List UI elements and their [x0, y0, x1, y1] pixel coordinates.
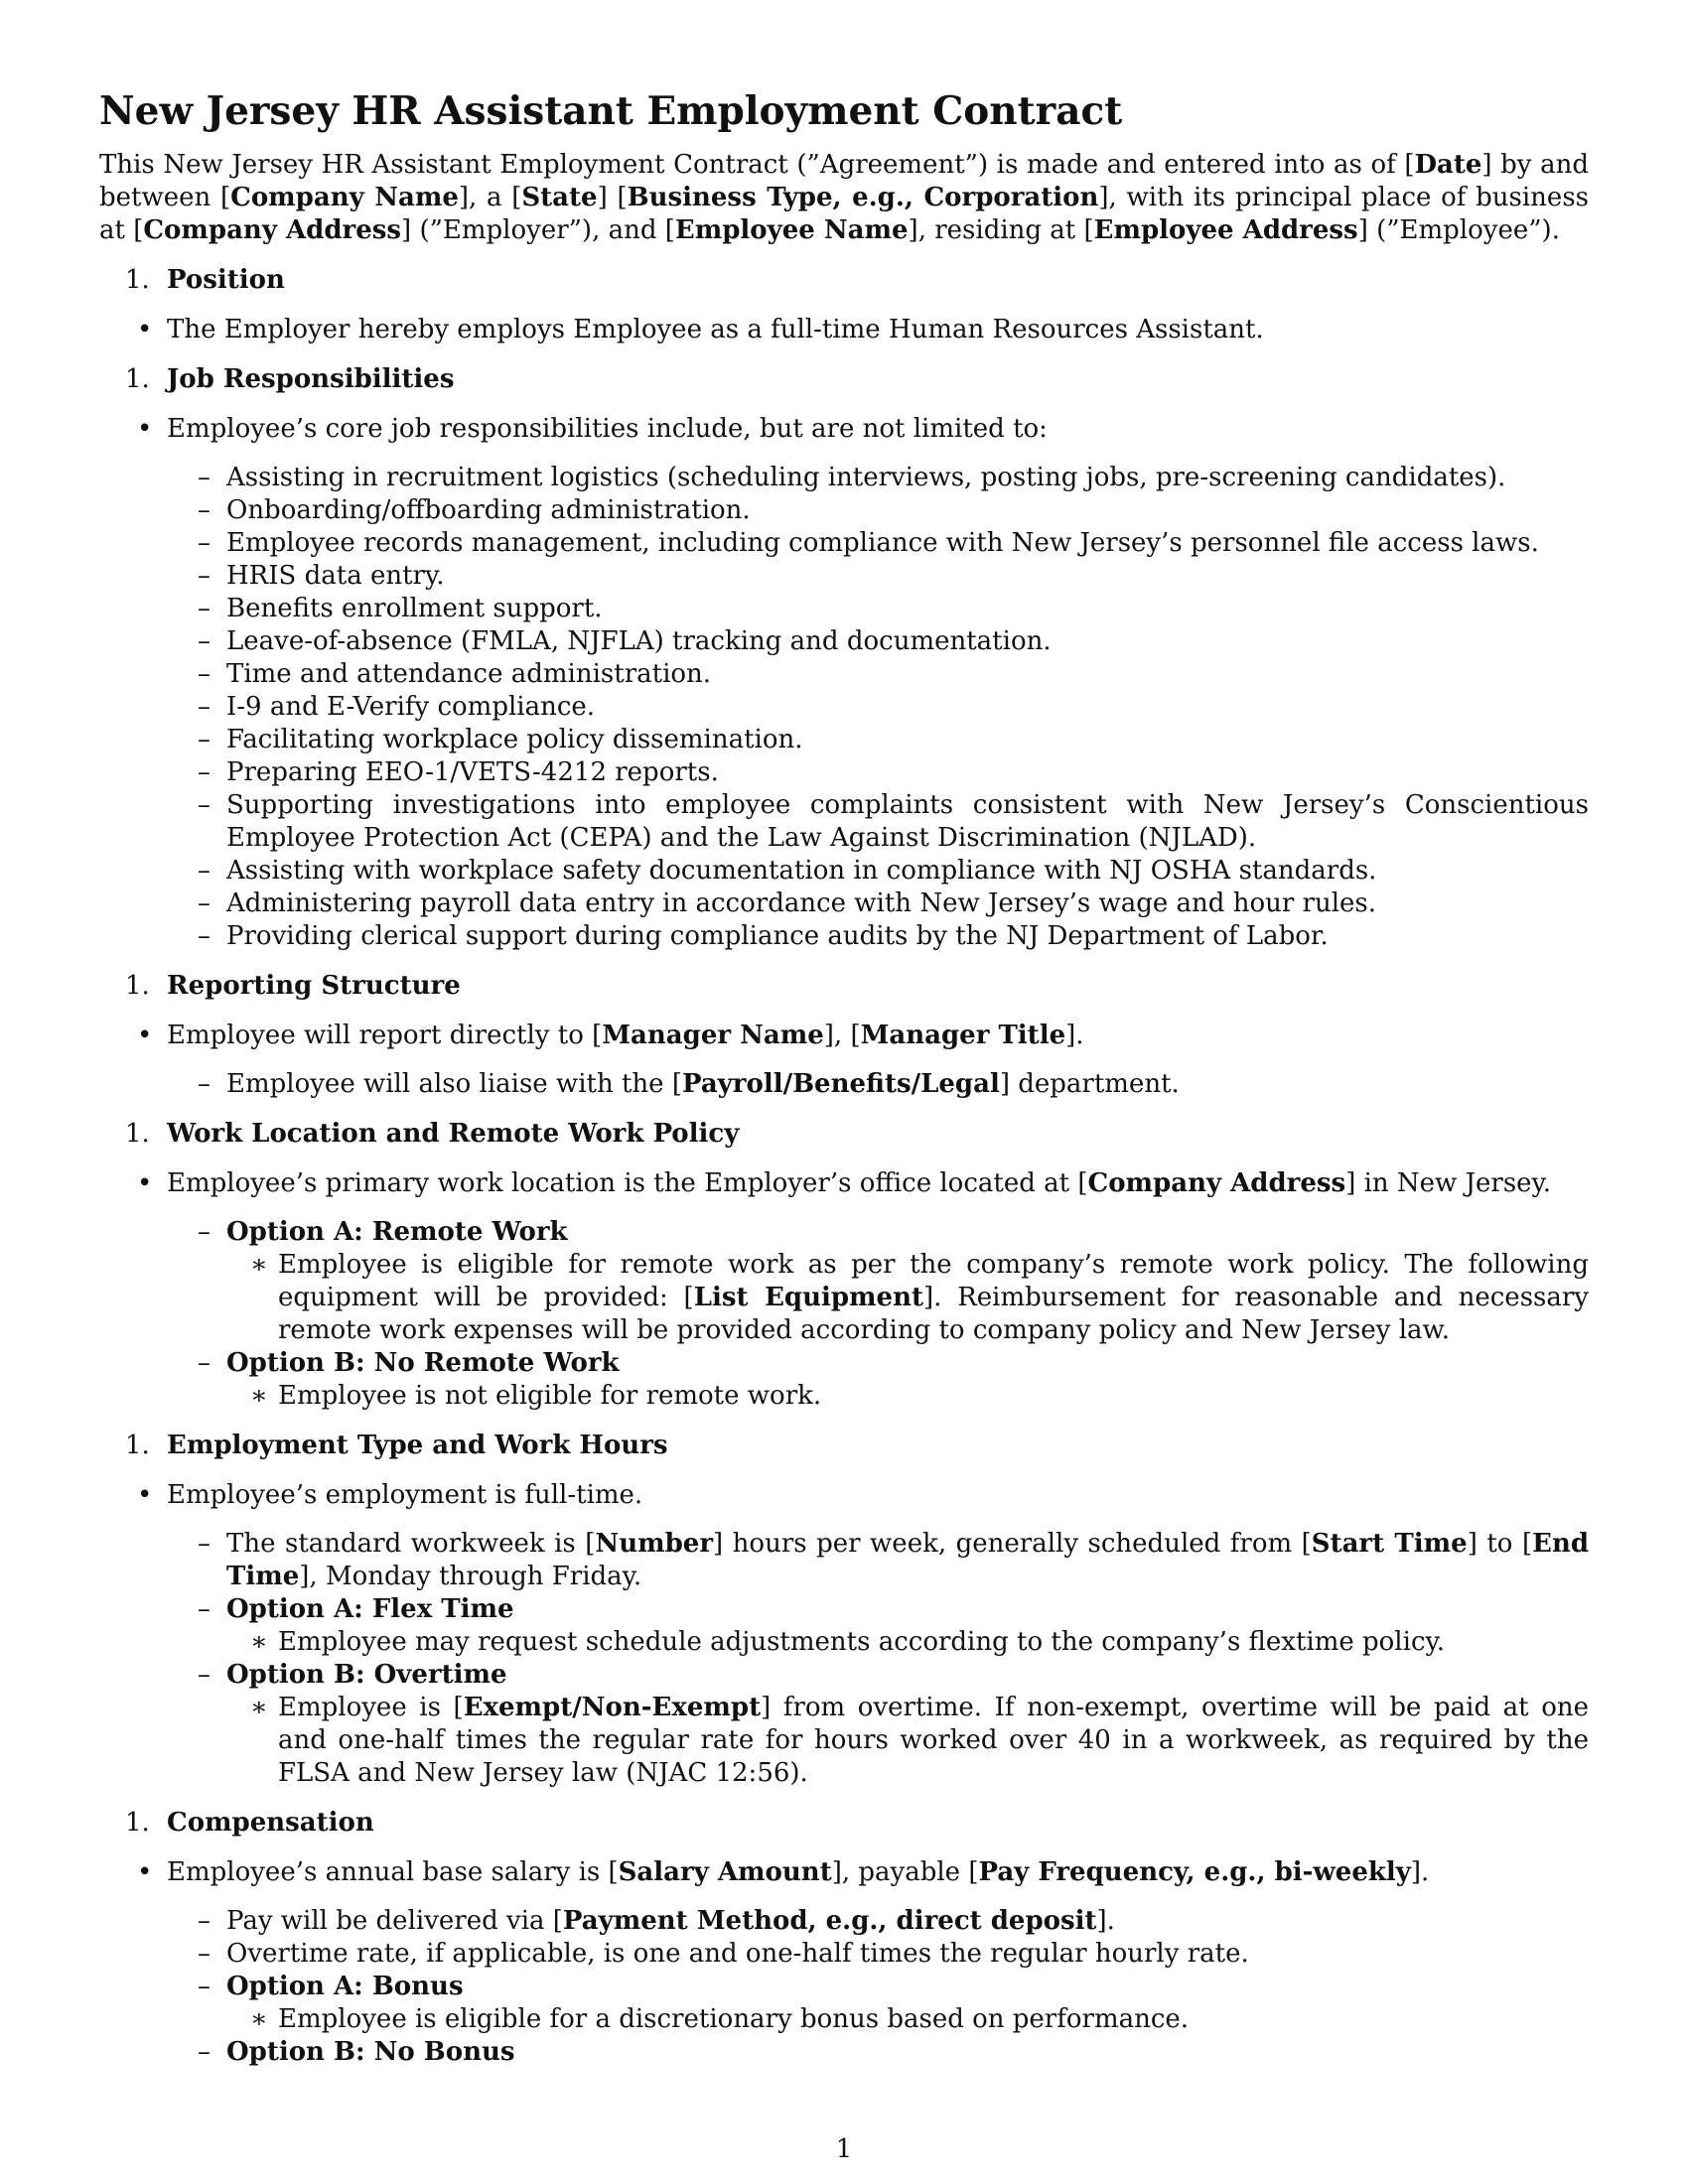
salary-placeholder: Salary Amount: [618, 1857, 832, 1887]
department-placeholder: Payroll/Benefits/Legal: [681, 1069, 1000, 1099]
payment-method-placeholder: Payment Method, e.g., direct deposit: [562, 1906, 1097, 1936]
option-heading: – Option A: Flex Time: [99, 1593, 1589, 1626]
company-address-placeholder: Company Address: [143, 215, 402, 245]
business-type-placeholder: Business Type, e.g., Corporation: [627, 183, 1099, 212]
list-item: • Employee’s annual base salary is [Salary Amount], payable [Pay Frequency, e.g., bi-weekly].: [99, 1856, 1589, 1889]
responsibility-item: – Onboarding/offboarding administration.: [99, 494, 1589, 527]
hours-number-placeholder: Number: [595, 1529, 714, 1559]
list-subitem: – Employee will also liaise with the [Payroll/Benefits/Legal] department.: [99, 1068, 1589, 1101]
responsibility-item: – Facilitating workplace policy dissemination.: [99, 724, 1589, 756]
responsibility-item: – Administering payroll data entry in accordance with New Jersey’s wage and hour rules.: [99, 887, 1589, 920]
exempt-placeholder: Exempt/Non-Exempt: [463, 1693, 762, 1722]
list-item: • Employee’s employment is full-time.: [99, 1479, 1589, 1512]
responsibility-item: – Supporting investigations into employee complaints consistent with New Jersey’s Conscientious Employee Protection Act (CEPA) and the Law Against Discrimination (NJLAD).: [99, 789, 1589, 855]
option-heading: – Option A: Bonus: [99, 1971, 1589, 2003]
option-heading: – Option B: No Remote Work: [99, 1347, 1589, 1380]
responsibility-item: – Preparing EEO-1/VETS-4212 reports.: [99, 756, 1589, 789]
manager-title-placeholder: Manager Title: [860, 1021, 1066, 1050]
section-heading-work-location: 1. Work Location and Remote Work Policy: [125, 1119, 740, 1149]
intro-paragraph: This New Jersey HR Assistant Employment Contract (”Agreement”) is made and entered into as of [Date] by and between [Company Name], a [State] [Business Type, e.g., Corporation], with its principal place of business at [Company Address] (”Employer”), and [Employee Name], residing at [Employee Address] (”Employee”).: [99, 150, 1590, 245]
option-heading: – Option B: No Bonus: [99, 2036, 1589, 2069]
employee-address-placeholder: Employee Address: [1093, 215, 1358, 245]
date-placeholder: Date: [1414, 150, 1482, 180]
responsibility-item: – Assisting with workplace safety documentation in compliance with NJ OSHA standards.: [99, 855, 1589, 887]
manager-name-placeholder: Manager Name: [602, 1021, 824, 1050]
section-heading-reporting-structure: 1. Reporting Structure: [125, 971, 461, 1001]
list-subitem: – The standard workweek is [Number] hours per week, generally scheduled from [Start Time] to [End Time], Monday through Friday.: [99, 1528, 1589, 1593]
company-address-placeholder: Company Address: [1087, 1168, 1346, 1198]
list-item: • The Employer hereby employs Employee as a full-time Human Resources Assistant.: [99, 314, 1589, 346]
page-number: 1: [835, 2134, 853, 2164]
list-item: • Employee will report directly to [Manager Name], [Manager Title].: [99, 1020, 1589, 1052]
list-item: • Employee’s primary work location is the Employer’s office located at [Company Address] in New Jersey.: [99, 1167, 1589, 1200]
list-item: • Employee’s core job responsibilities include, but are not limited to:: [99, 413, 1589, 446]
option-detail: ∗ Employee is [Exempt/Non-Exempt] from overtime. If non-exempt, overtime will be paid at one and one-half times the regular rate for hours worked over 40 in a workweek, as required by the FLSA and New Jersey law (NJAC 12:56).: [99, 1692, 1589, 1790]
responsibility-item: – Time and attendance administration.: [99, 658, 1589, 691]
company-name-placeholder: Company Name: [230, 183, 459, 212]
option-detail: ∗ Employee is not eligible for remote work.: [99, 1380, 1589, 1413]
section-heading-compensation: 1. Compensation: [125, 1808, 374, 1838]
section-heading-position: 1. Position: [125, 265, 285, 295]
option-detail: ∗ Employee is eligible for a discretionary bonus based on performance.: [99, 2003, 1589, 2036]
start-time-placeholder: Start Time: [1311, 1529, 1468, 1559]
responsibilities-list: [99, 462, 1589, 953]
employee-name-placeholder: Employee Name: [674, 215, 909, 245]
responsibility-item: – I-9 and E-Verify compliance.: [99, 691, 1589, 724]
responsibility-item: – Employee records management, including compliance with New Jersey’s personnel file access laws.: [99, 527, 1589, 560]
responsibility-item: – Leave-of-absence (FMLA, NJFLA) tracking and documentation.: [99, 625, 1589, 658]
option-heading: – Option B: Overtime: [99, 1659, 1589, 1692]
option-heading: – Option A: Remote Work: [99, 1216, 1589, 1249]
section-heading-employment-type: 1. Employment Type and Work Hours: [125, 1431, 668, 1460]
state-placeholder: State: [521, 183, 598, 212]
end-time-placeholder: End Time: [226, 1529, 1590, 1591]
list-subitem: – Overtime rate, if applicable, is one and one-half times the regular hourly rate.: [99, 1938, 1589, 1971]
section-heading-job-responsibilities: 1. Job Responsibilities: [125, 364, 455, 394]
list-subitem: – Pay will be delivered via [Payment Method, e.g., direct deposit].: [99, 1905, 1589, 1938]
responsibility-item: – HRIS data entry.: [99, 560, 1589, 593]
pay-frequency-placeholder: Pay Frequency, e.g., bi-weekly: [978, 1857, 1411, 1887]
option-detail: ∗ Employee is eligible for remote work as per the company’s remote work policy. The following equipment will be provided: [List Equipment]. Reimbursement for reasonable and necessary remote work expenses will be provided according to company policy and New Jersey law.: [99, 1249, 1589, 1347]
equipment-placeholder: List Equipment: [693, 1283, 924, 1312]
responsibility-item: – Assisting in recruitment logistics (scheduling interviews, posting jobs, pre-screening candidates).: [99, 462, 1589, 494]
responsibility-item: – Benefits enrollment support.: [99, 593, 1589, 625]
responsibility-item: – Providing clerical support during compliance audits by the NJ Department of Labor.: [99, 920, 1589, 953]
contract-page: [99, 87, 1589, 2069]
page-title: New Jersey HR Assistant Employment Contract: [99, 88, 1123, 134]
option-detail: ∗ Employee may request schedule adjustments according to the company’s flextime policy.: [99, 1626, 1589, 1659]
